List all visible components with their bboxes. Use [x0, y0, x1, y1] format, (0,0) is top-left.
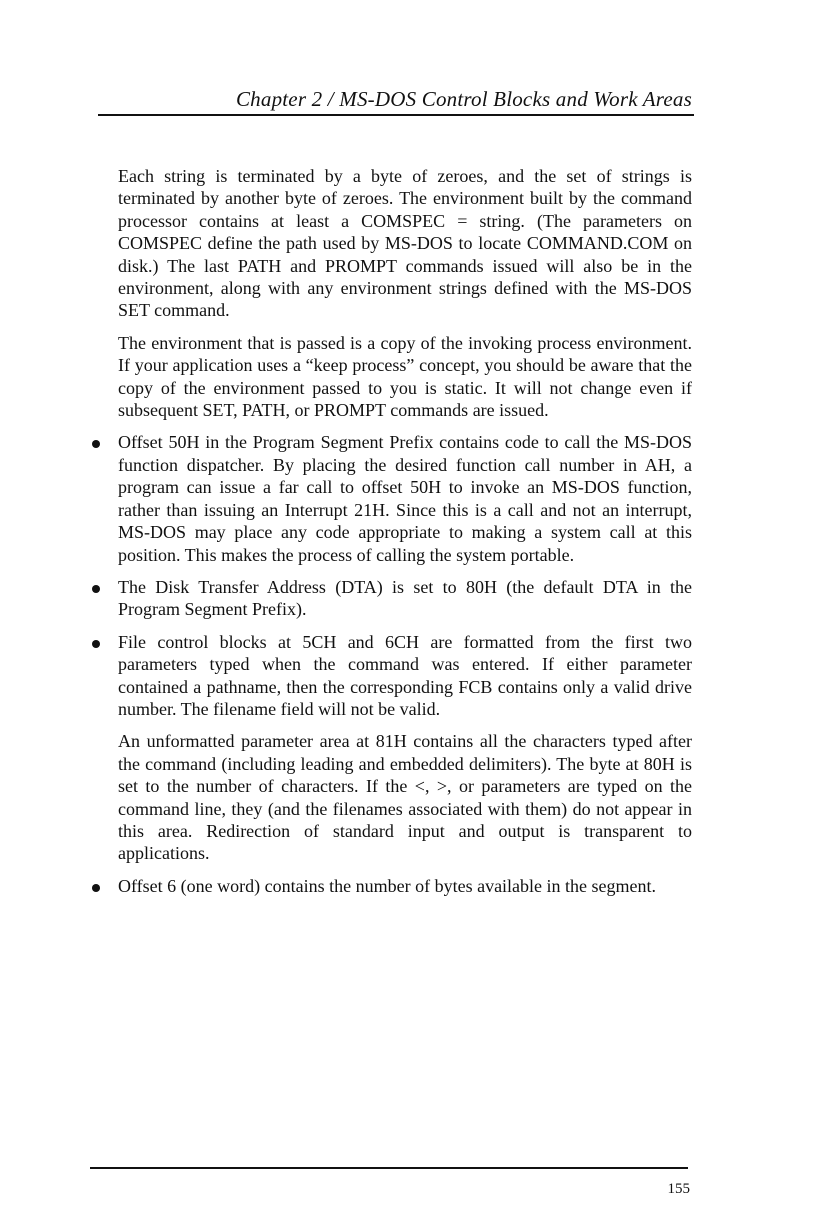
body-text — [118, 165, 692, 907]
bullet-item-offset-50h — [118, 431, 692, 565]
header-rule — [98, 114, 694, 116]
bullet-text: Offset 50H in the Program Segment Prefix contains code to call the MS-DOS function dispatcher. By placing the desired function call number in AH, a program can issue a far call to offset 50H to invoke an MS-DOS function, rather than issuing an Interrupt 21H. Since this is a call and not an interrupt, MS-DOS may place any code appropriate to making a system call at this position. This makes the process of calling the system portable. — [118, 432, 692, 565]
bullet-icon — [92, 585, 100, 593]
bullet-item-offset-6 — [118, 875, 692, 897]
paragraph-environment-strings: Each string is terminated by a byte of zeroes, and the set of strings is terminated by another byte of zeroes. The environment built by the command processor contains at least a COMSPEC = string. (The parameters on COMSPEC define the path used by MS-DOS to locate COMMAND.COM on disk.) The last PATH and PROMPT commands issued will also be in the environment, along with any environment strings defined with the MS-DOS SET command. — [118, 166, 692, 321]
bullet-item-dta — [118, 576, 692, 621]
bullet-text: The Disk Transfer Address (DTA) is set to 80H (the default DTA in the Program Segment Prefix). — [118, 576, 692, 620]
paragraph-parameter-area: An unformatted parameter area at 81H contains all the characters typed after the command (including leading and embedded delimiters). The byte at 80H is set to the number of characters. If the <, >, or parameters are typed on the command line, they (and the filenames associated with them) do not appear in this area. Redirection of standard input and output is transparent to applications. — [118, 731, 692, 864]
bullet-item-fcb — [118, 631, 692, 721]
page-number: 155 — [667, 1181, 690, 1197]
paragraph-environment-copy: The environment that is passed is a copy of the invoking process environment. If your application uses a “keep process” concept, you should be aware that the copy of the environment passed to you is static. It will not change even if subsequent SET, PATH, or PROMPT commands are issued. — [118, 332, 692, 421]
bullet-icon — [92, 440, 100, 448]
footer-rule — [90, 1167, 688, 1169]
chapter-title: Chapter 2 / MS-DOS Control Blocks and Work Areas — [235, 87, 692, 111]
running-header — [98, 86, 694, 116]
bullet-text: Offset 6 (one word) contains the number of bytes available in the segment. — [118, 875, 657, 896]
bullet-icon — [92, 884, 100, 892]
bullet-text: File control blocks at 5CH and 6CH are formatted from the first two parameters typed when the command was entered. If either parameter contained a pathname, then the corresponding FCB contains only a valid drive number. The filename field will not be valid. — [118, 631, 692, 719]
bullet-icon — [92, 640, 100, 648]
